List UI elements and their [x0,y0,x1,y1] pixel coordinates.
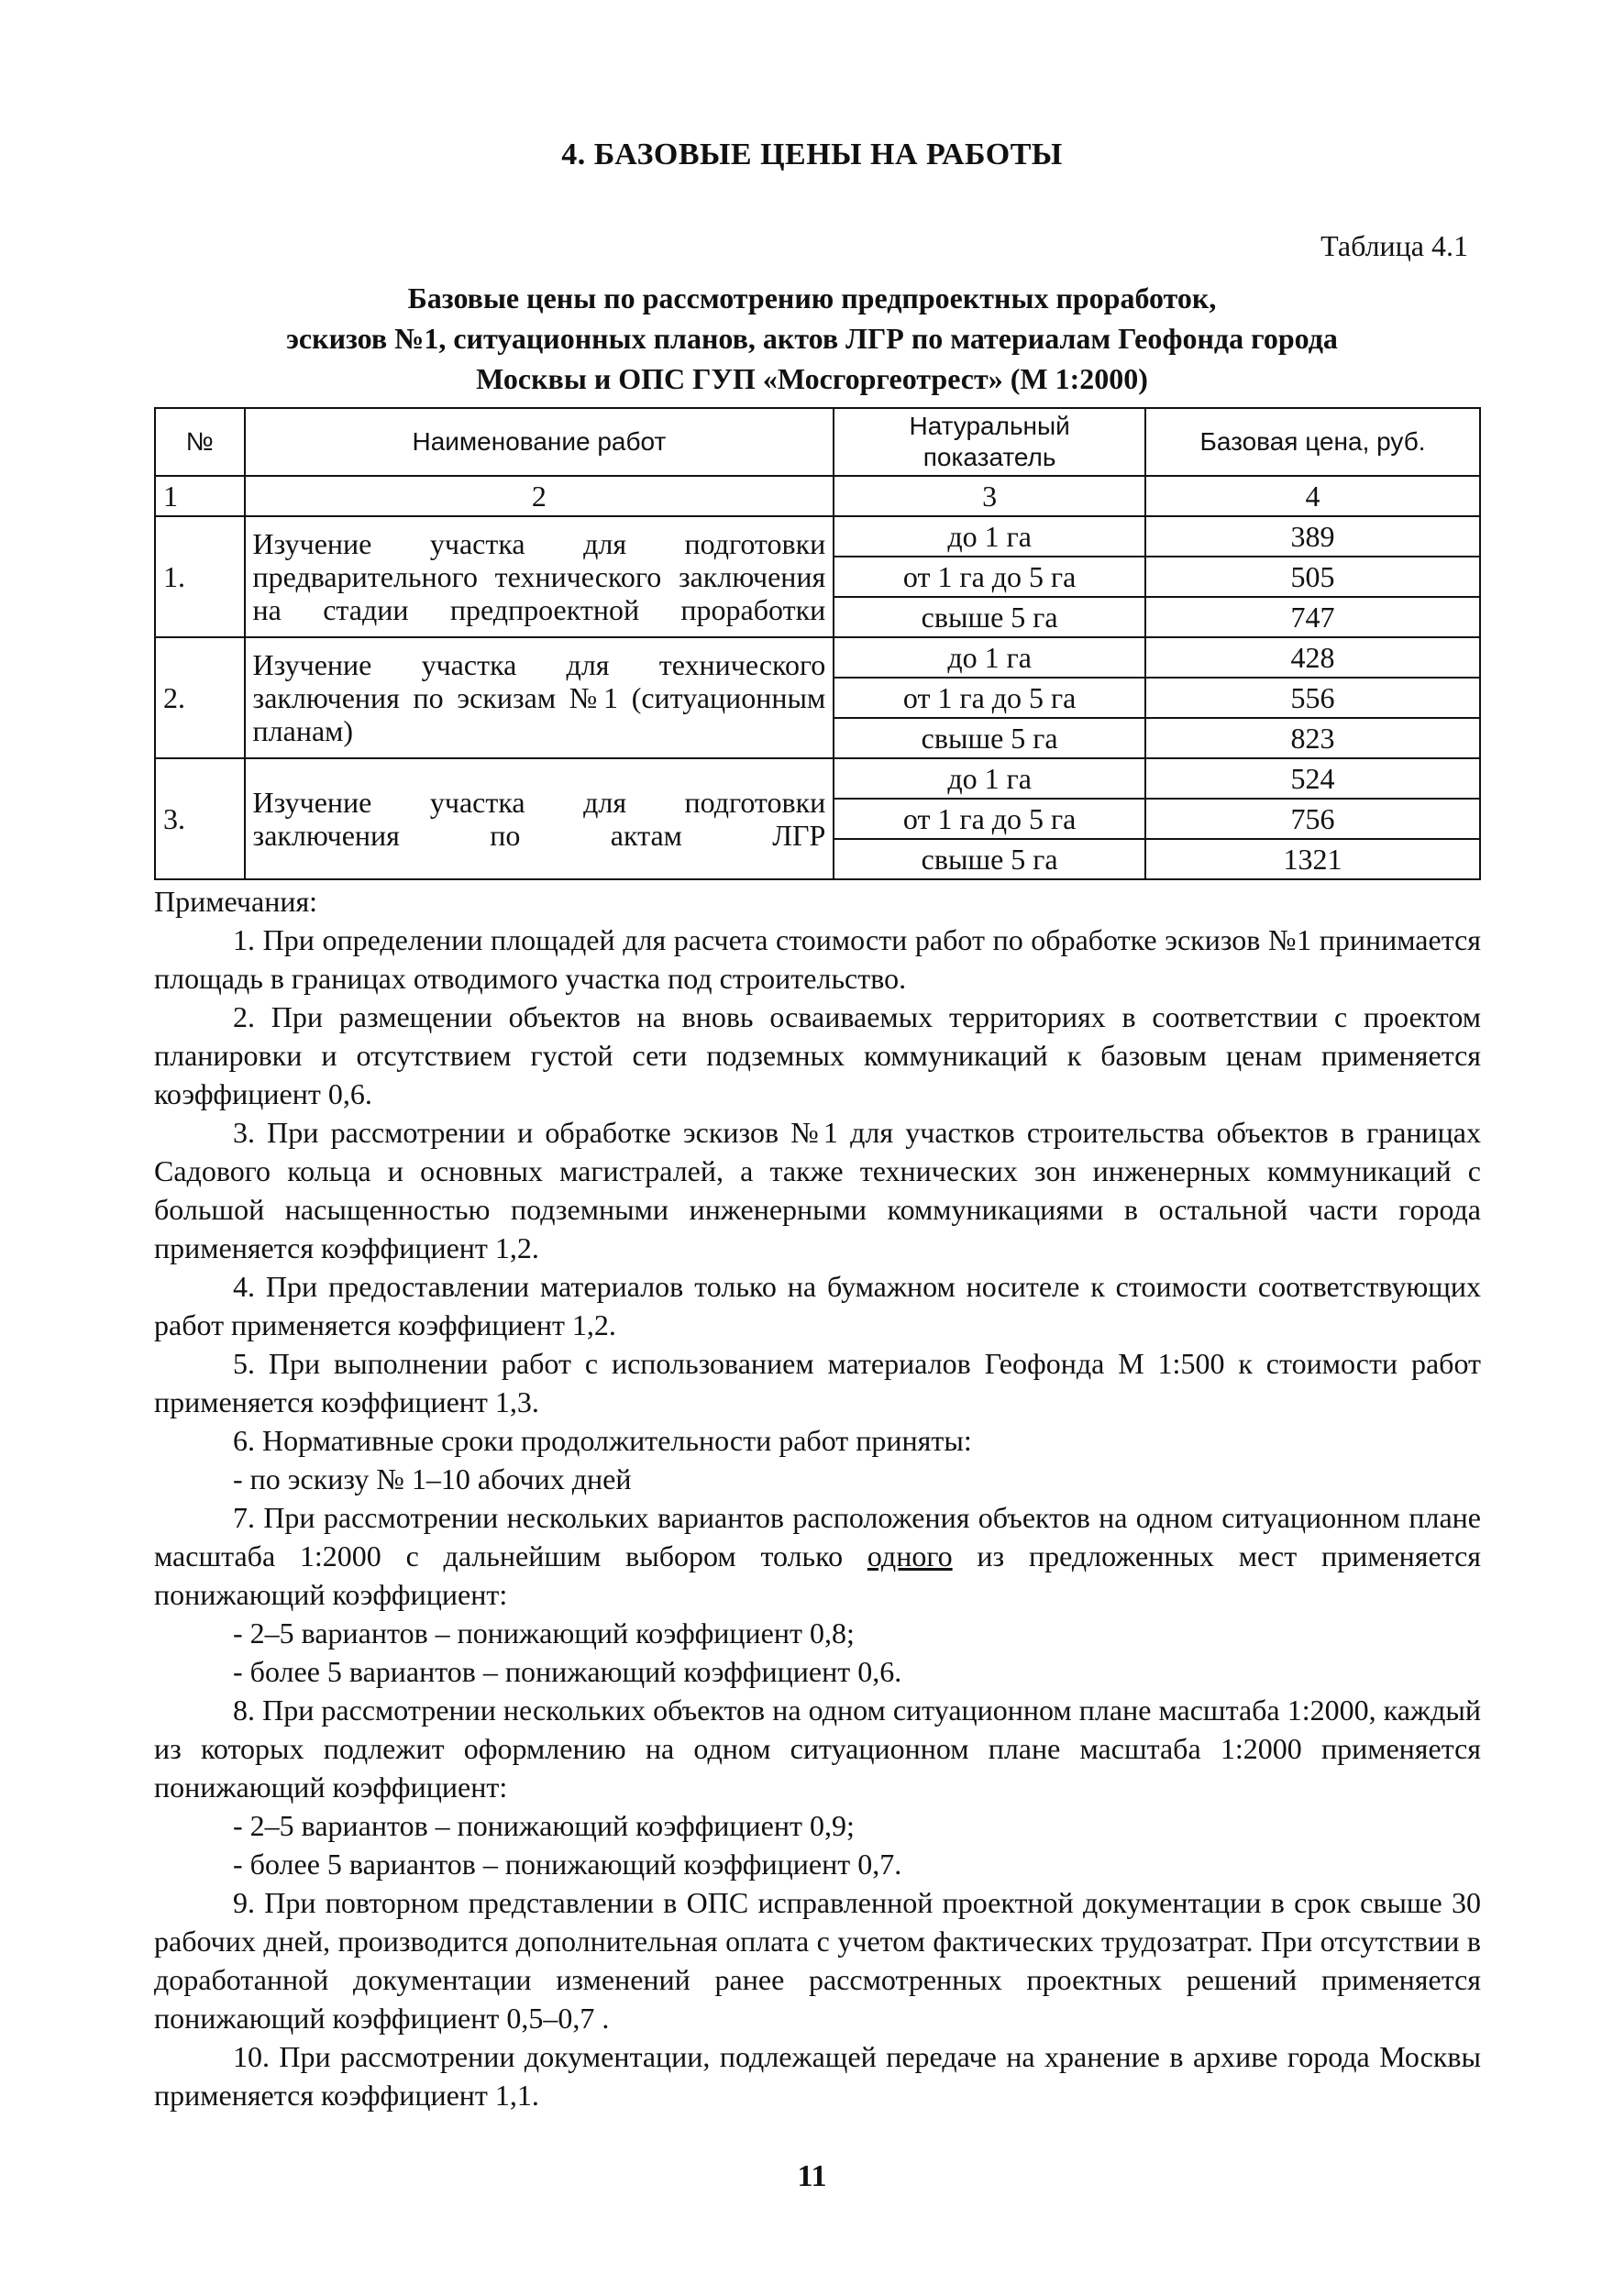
note-7 [154,1498,1481,1614]
price-table [154,407,1481,880]
header-indicator: Натуральный показатель [834,408,1145,476]
note-7-bullet-2: - более 5 вариантов – понижающий коэффициент 0,6. [233,1655,902,1688]
note-3: 3. При рассмотрении и обработке эскизов №1 для участков строительства объектов в границах Садового кольца и основных магистралей, а также технических зон инженерных коммуникаций с большой насыщенностью подземными инженерными коммуникациями в остальной части города применяется коэффициент 1,2. [154,1116,1481,1264]
col-number-3: 3 [834,476,1145,516]
indicator-cell: свыше 5 га [834,718,1145,758]
column-number-row [155,476,1480,516]
note-10: 10. При рассмотрении документации, подлежащей передаче на хранение в архиве города Москвы применяется коэффициент 1,1. [154,2040,1481,2112]
caption-line-2: эскизов №1, ситуационных планов, актов ЛГР по материалам Геофонда города [286,322,1338,355]
col-number-1: 1 [155,476,245,516]
indicator-cell: до 1 га [834,637,1145,678]
price-cell: 556 [1145,678,1480,718]
header-name: Наименование работ [245,408,834,476]
section-title: 4. БАЗОВЫЕ ЦЕНЫ НА РАБОТЫ [561,138,1063,171]
work-name: Изучение участка для подготовки заключения по актам ЛГР [245,758,834,879]
row-num: 2. [155,637,245,758]
caption-line-1: Базовые цены по рассмотрению предпроектных проработок, [407,281,1217,314]
indicator-cell: свыше 5 га [834,839,1145,879]
header-price: Базовая цена, руб. [1145,408,1480,476]
notes-section [154,882,1481,2114]
work-name: Изучение участка для подготовки предварительного технического заключения на стадии предпроектной проработки [245,516,834,637]
note-8-bullet-2: - более 5 вариантов – понижающий коэффициент 0,7. [233,1848,902,1881]
price-cell: 747 [1145,597,1480,637]
note-7-bullet-1: - 2–5 вариантов – понижающий коэффициент 0,8; [233,1616,855,1650]
row-num: 3. [155,758,245,879]
table-row [155,637,1480,678]
row-num: 1. [155,516,245,637]
note-6-bullet-1: - по эскизу № 1–10 абочих дней [233,1462,632,1495]
note-7-text-start: 7. При рассмотрении нескольких вариантов расположения объектов на одном ситуационном плане масштаба 1:2000 с дальнейшим выбором только [154,1501,1481,1572]
note-7-text-end: из предложенных мест применяется понижающий коэффициент: [154,1539,1482,1611]
table-label: Таблица 4.1 [1320,229,1468,262]
indicator-cell: до 1 га [834,758,1145,799]
indicator-cell: от 1 га до 5 га [834,678,1145,718]
price-cell: 524 [1145,758,1480,799]
note-2: 2. При размещении объектов на вновь осваиваемых территориях в соответствии с проектом планировки и отсутствием густой сети подземных коммуникаций к базовым ценам применяется коэффициент 0,6. [154,1000,1481,1110]
price-cell: 756 [1145,799,1480,839]
note-8: 8. При рассмотрении нескольких объектов на одном ситуационном плане масштаба 1:2000, каждый из которых подлежит оформлению на одном ситуационном плане масштаба 1:2000 применяется понижающий коэффициент: [154,1694,1481,1804]
note-6: 6. Нормативные сроки продолжительности работ приняты: [233,1424,972,1457]
indicator-cell: от 1 га до 5 га [834,557,1145,597]
col-number-2: 2 [245,476,834,516]
price-cell: 389 [1145,516,1480,557]
table-header-row [155,408,1480,476]
notes-heading: Примечания: [154,885,318,918]
indicator-cell: до 1 га [834,516,1145,557]
price-cell: 505 [1145,557,1480,597]
work-name: Изучение участка для технического заключения по эскизам №1 (ситуационным планам) [245,637,834,758]
table-caption [183,278,1441,399]
table-row [155,516,1480,557]
table-row [155,758,1480,799]
note-5: 5. При выполнении работ с использованием материалов Геофонда М 1:500 к стоимости работ применяется коэффициент 1,3. [154,1347,1481,1418]
caption-line-3: Москвы и ОПС ГУП «Мосгоргеотрест» (М 1:2000) [476,362,1148,395]
note-4: 4. При предоставлении материалов только на бумажном носителе к стоимости соответствующих работ применяется коэффициент 1,2. [154,1270,1481,1341]
indicator-cell: свыше 5 га [834,597,1145,637]
price-cell: 823 [1145,718,1480,758]
note-7-underlined: одного [867,1539,953,1572]
indicator-cell: от 1 га до 5 га [834,799,1145,839]
price-cell: 428 [1145,637,1480,678]
page-number: 11 [797,2159,827,2193]
price-cell: 1321 [1145,839,1480,879]
col-number-4: 4 [1145,476,1480,516]
header-num: № [155,408,245,476]
note-8-bullet-1: - 2–5 вариантов – понижающий коэффициент 0,9; [233,1809,855,1842]
note-1: 1. При определении площадей для расчета стоимости работ по обработке эскизов №1 принимается площадь в границах отводимого участка под строительство. [154,923,1481,995]
note-9: 9. При повторном представлении в ОПС исправленной проектной документации в срок свыше 30 рабочих дней, производится дополнительная оплата с учетом фактических трудозатрат. При отсутствии в доработанной документации изменений ранее рассмотренных проектных решений применяется понижающий коэффициент 0,5–0,7 . [154,1886,1481,2035]
